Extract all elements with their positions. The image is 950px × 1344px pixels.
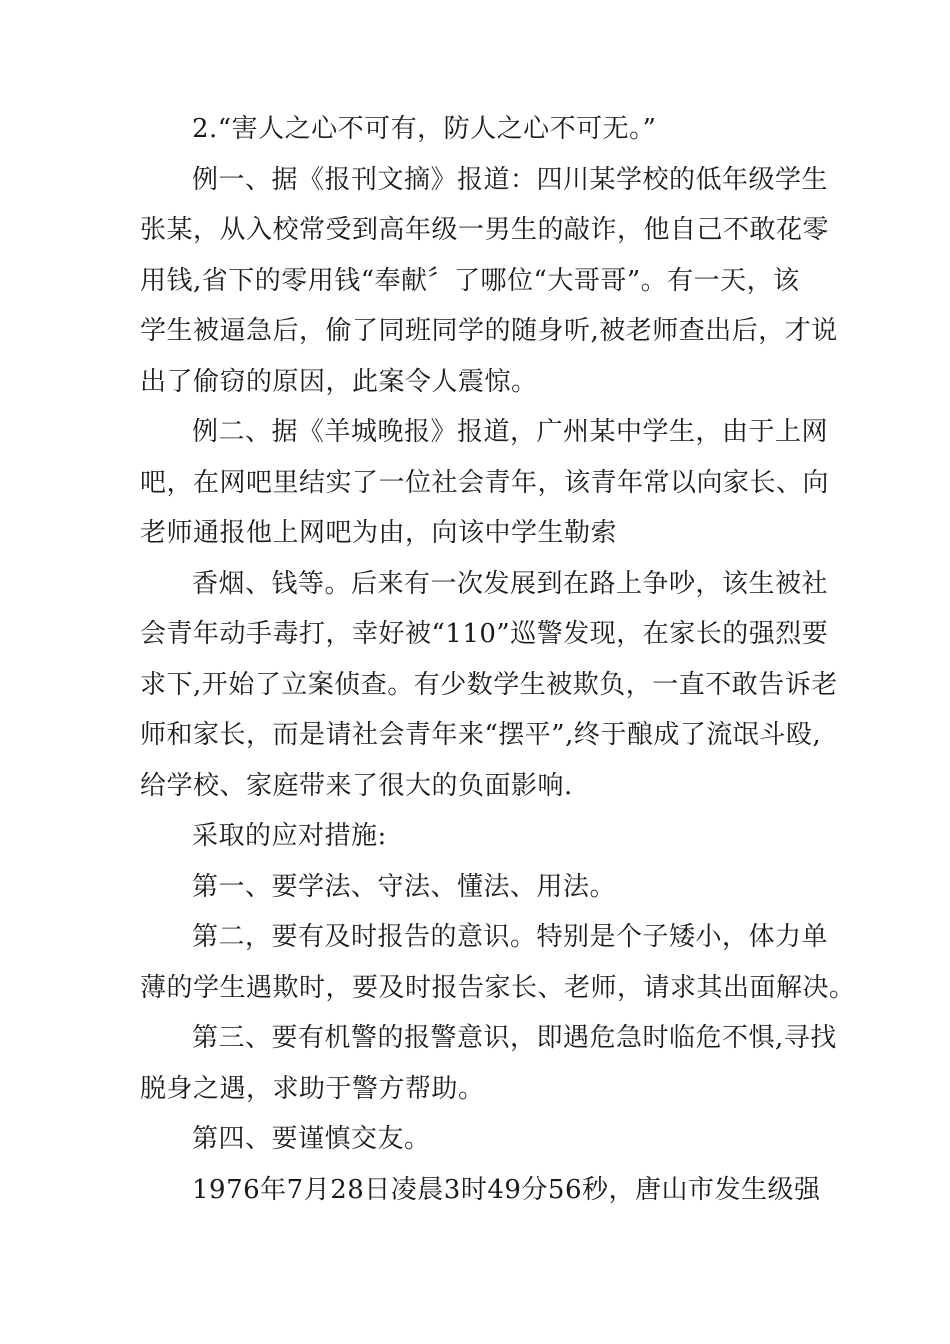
paragraph-tangshan [140, 1165, 830, 1216]
paragraph-measure-four [140, 1114, 830, 1165]
text-line: 第三、要有机警的报警意识，即遇危急时临危不惧,寻找 [192, 1023, 837, 1053]
text-line: 吧，在网吧里结实了一位社会青年，该青年常以向家长、向 [140, 467, 830, 498]
text-line: 学生被逼急后，偷了同班同学的随身听,被老师查出后，才说 [140, 316, 838, 346]
text-line: 例一、据《报刊文摘》报道：四川某学校的低年级学生 [192, 164, 829, 195]
text-line: 脱身之遇，求助于警方帮助。 [140, 1073, 485, 1104]
paragraph-measure-three [140, 1013, 837, 1114]
text-line: 第二，要有及时报告的意识。特别是个子矮小，体力单 [192, 922, 829, 952]
paragraph-measures-heading [140, 811, 830, 862]
paragraph-example-two-continued [140, 559, 838, 812]
text-line: 1976年7月28日凌晨3时49分56秒，唐山市发生级强 [192, 1174, 821, 1205]
text-line: 用钱,省下的零用钱“奉献〞了哪位“大哥哥”。有一天，该 [140, 265, 800, 296]
text-line: 求下,开始了立案侦查。有少数学生被欺负，一直不敢告诉老 [140, 669, 838, 700]
section-heading: 2.“害人之心不可有，防人之心不可无。” [192, 114, 657, 144]
paragraph-example-one [140, 155, 838, 408]
text-line: 会青年动手毒打，幸好被“110”巡警发现，在家长的强烈要 [140, 619, 829, 649]
paragraph-measure-two [140, 912, 856, 1013]
text-line: 采取的应对措施: [192, 821, 387, 851]
text-line: 师和家长，而是请社会青年来“摆平”,终于酿成了流氓斗殴, [140, 720, 822, 750]
text-line: 第一、要学法、守法、懂法、用法。 [192, 871, 617, 902]
text-line: 张某，从入校常受到高年级一男生的敲诈，他自己不敢花零 [140, 215, 830, 245]
document-body [140, 104, 856, 1215]
text-line: 香烟、钱等。后来有一次发展到在路上争吵，该生被社 [192, 568, 829, 599]
text-line: 第四、要谨慎交友。 [192, 1124, 431, 1154]
paragraph-example-two [140, 407, 830, 559]
text-line: 给学校、家庭带来了很大的负面影响. [140, 770, 573, 801]
text-line: 例二、据《羊城晚报》报道，广州某中学生，由于上网 [192, 417, 829, 447]
text-line: 出了偷窃的原因，此案令人震惊。 [140, 366, 538, 397]
paragraph-measure-one [140, 862, 830, 913]
text-line: 薄的学生遇欺时，要及时报告家长、老师，请求其出面解决。 [140, 972, 856, 1003]
text-line: 老师通报他上网吧为由，向该中学生勒索 [140, 518, 618, 548]
